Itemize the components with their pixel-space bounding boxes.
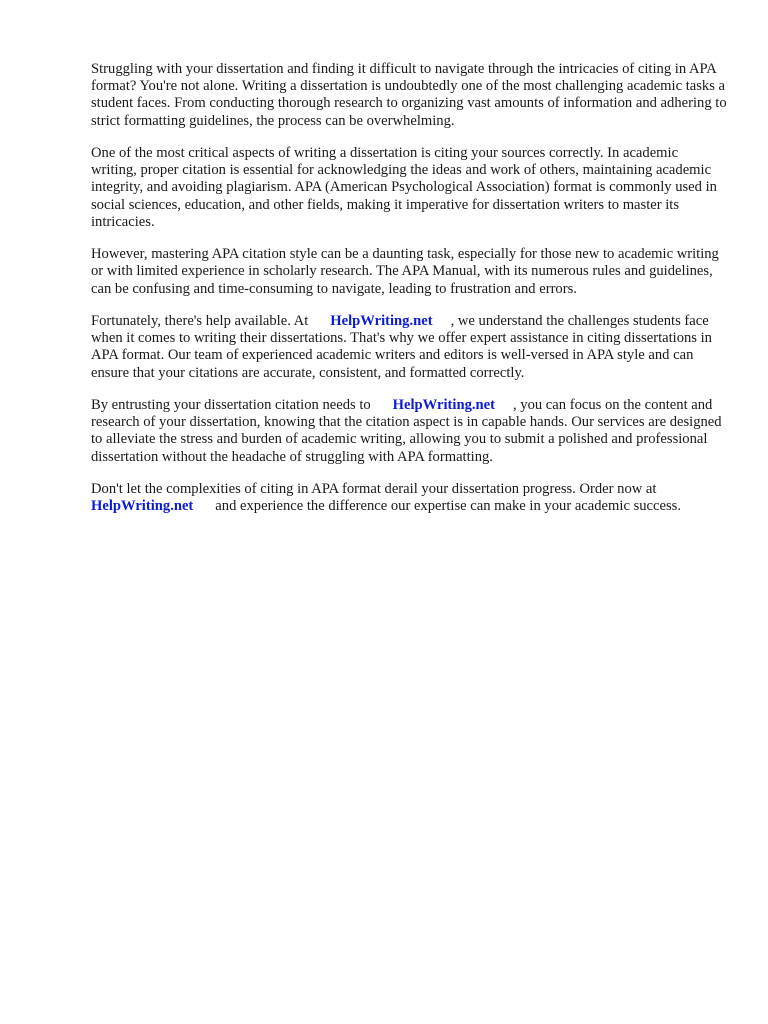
paragraph-text: Fortunately, there's help available. At bbox=[91, 313, 309, 329]
paragraph-text: Don't let the complexities of citing in APA format derail your dissertation progress. Order now at bbox=[91, 481, 657, 497]
paragraph-citation-importance: One of the most critical aspects of writing a dissertation is citing your sources correctly. In academic writing, proper citation is essential for acknowledging the ideas and work of others, maintaining academic integrity, and avoiding plagiarism. APA (American Psychological Association) format is commonly used in social sciences, education, and other fields, making it imperative for dissertation writers to master its intricacies. bbox=[91, 145, 717, 230]
helpwriting-link[interactable]: HelpWriting.net bbox=[91, 498, 194, 515]
paragraph-text: , you can focus on the content and research of your dissertation, knowing that the citation aspect is in capable hands. Our services are designed to alleviate the stress and burden of academic writing, allowing you to submit a polished and professional dissertation without the headache of struggling with APA formatting. bbox=[91, 397, 722, 465]
paragraph-text: By entrusting your dissertation citation needs to bbox=[91, 397, 371, 413]
helpwriting-link[interactable]: HelpWriting.net bbox=[392, 397, 495, 413]
paragraph-text: and experience the difference our expertise can make in your academic success. bbox=[215, 498, 681, 515]
paragraph-call-to-action bbox=[91, 481, 727, 515]
paragraph-help-available bbox=[91, 313, 727, 382]
paragraph-entrusting bbox=[91, 397, 727, 466]
paragraph-apa-difficulty: However, mastering APA citation style can be a daunting task, especially for those new to academic writing or with limited experience in scholarly research. The APA Manual, with its numerous rules and guidelines, can be confusing and time-consuming to navigate, leading to frustration and errors. bbox=[91, 246, 719, 297]
paragraph-intro: Struggling with your dissertation and finding it difficult to navigate through the intricacies of citing in APA format? You're not alone. Writing a dissertation is undoubtedly one of the most challenging academic tasks a student faces. From conducting thorough research to organizing vast amounts of information and adhering to strict formatting guidelines, the process can be overwhelming. bbox=[91, 61, 727, 129]
helpwriting-link[interactable]: HelpWriting.net bbox=[330, 313, 433, 329]
paragraph-text: , we understand the challenges students face when it comes to writing their dissertations. That's why we offer expert assistance in citing dissertations in APA format. Our team of experienced academic writers and editors is well-versed in APA style and can ensure that your citations are accurate, consistent, and formatted correctly. bbox=[91, 313, 712, 381]
